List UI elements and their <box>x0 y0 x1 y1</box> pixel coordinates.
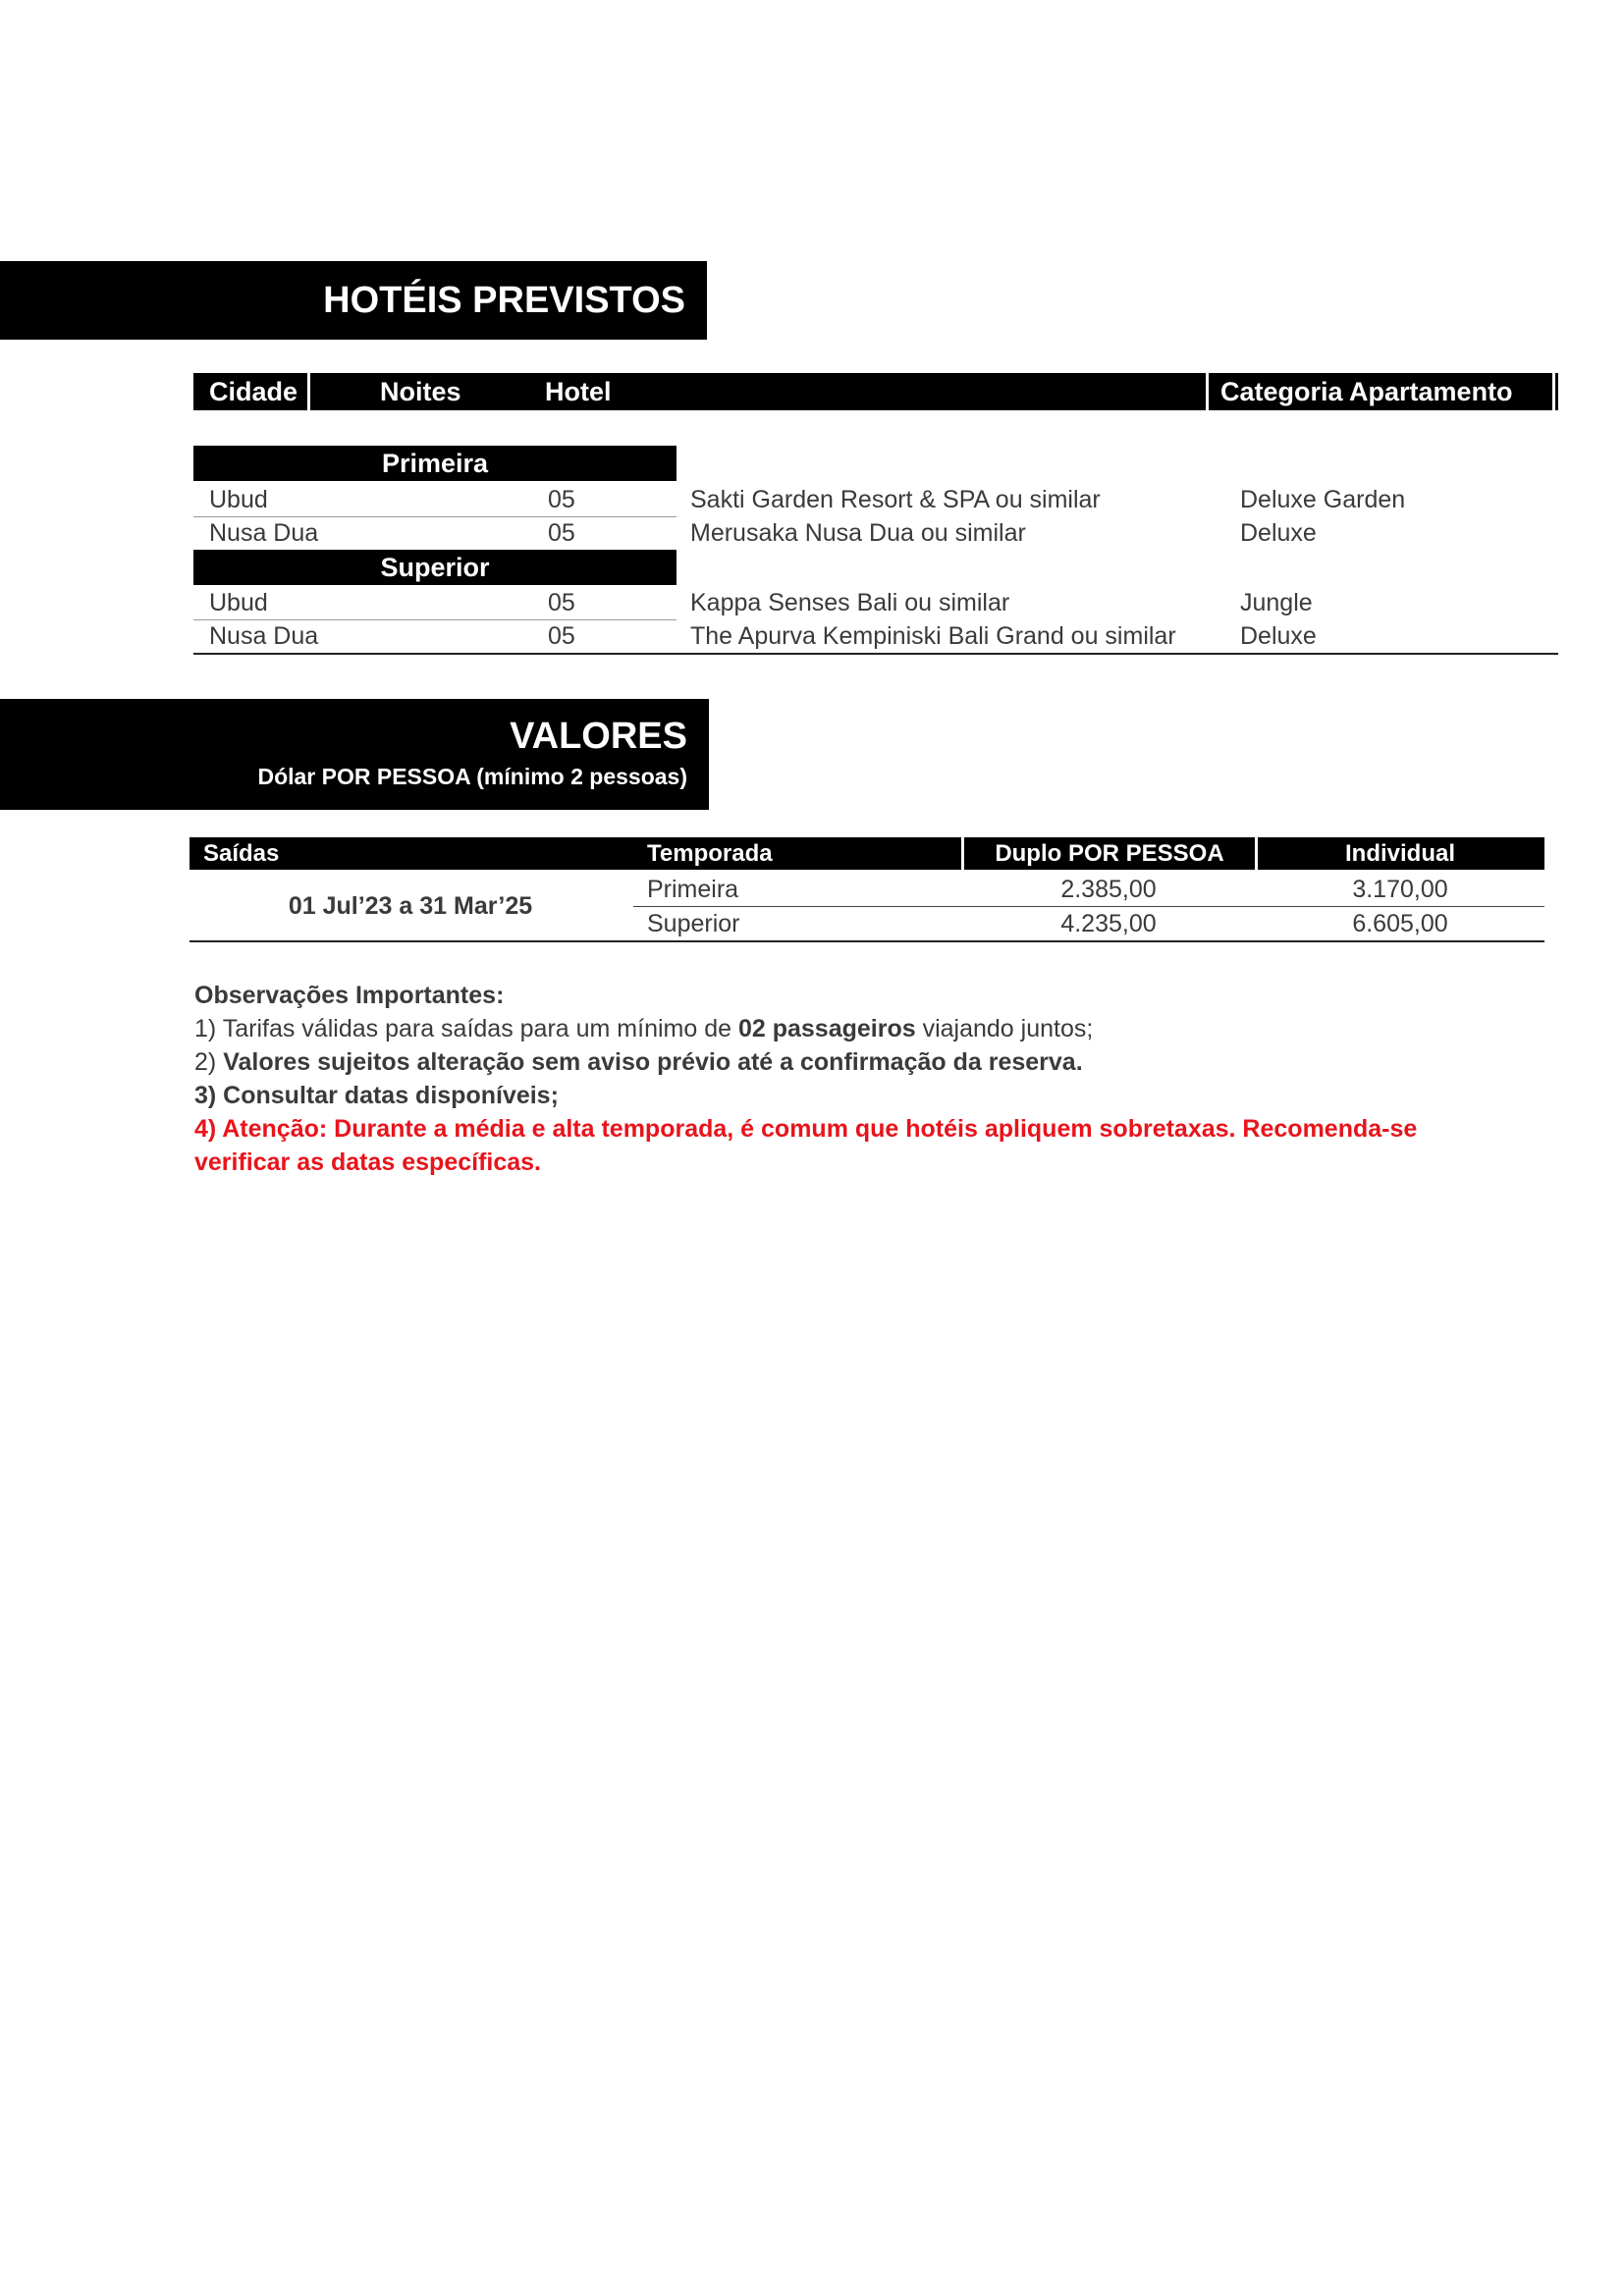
row-double-price: 2.385,00 <box>1060 876 1157 903</box>
group-label-superior: Superior <box>193 550 677 585</box>
table-row <box>193 516 1558 550</box>
row-nights: 05 <box>548 486 575 513</box>
header-hotel: Hotel <box>545 377 612 406</box>
row-season: Primeira <box>647 876 739 903</box>
row-category: Jungle <box>1240 589 1313 616</box>
header-departures: Saídas <box>203 840 280 867</box>
hotels-section-title: HOTÉIS PREVISTOS <box>323 280 685 321</box>
row-nights: 05 <box>548 622 575 650</box>
row-hotel: Merusaka Nusa Dua ou similar <box>690 519 1026 547</box>
table-row <box>193 586 1558 619</box>
table-row <box>189 873 1544 906</box>
row-city: Nusa Dua <box>209 519 319 547</box>
header-single: Individual <box>1344 840 1455 867</box>
departure-date-range: 01 Jul’23 a 31 Mar’25 <box>288 892 533 920</box>
note-3: 3) Consultar datas disponíveis; <box>194 1082 559 1109</box>
row-hotel: The Apurva Kempiniski Bali Grand ou similar <box>690 622 1176 650</box>
important-notes <box>194 979 1471 1179</box>
row-hotel: Sakti Garden Resort & SPA ou similar <box>690 486 1101 513</box>
table-row <box>189 907 1544 940</box>
header-double: Duplo POR PESSOA <box>995 840 1224 867</box>
row-nights: 05 <box>548 589 575 616</box>
hotels-section-banner <box>0 261 707 340</box>
values-section-banner <box>0 699 709 810</box>
header-category: Categoria Apartamento <box>1220 377 1513 406</box>
row-single-price: 6.605,00 <box>1352 910 1448 937</box>
note-1: 1) Tarifas válidas para saídas para um mínimo de 02 passageiros viajando juntos; <box>194 1015 1094 1042</box>
row-category: Deluxe Garden <box>1240 486 1406 513</box>
row-category: Deluxe <box>1240 622 1317 650</box>
group-label-primeira: Primeira <box>193 446 677 481</box>
hotels-table-header <box>193 373 1558 410</box>
row-city: Nusa Dua <box>209 622 319 650</box>
row-city: Ubud <box>209 486 268 513</box>
row-season: Superior <box>647 910 740 937</box>
row-single-price: 3.170,00 <box>1352 876 1448 903</box>
row-category: Deluxe <box>1240 519 1317 547</box>
note-4-line-1: 4) Atenção: Durante a média e alta temporada, é comum que hotéis apliquem sobretaxas. Recomenda-se <box>194 1115 1418 1143</box>
header-nights: Noites <box>380 377 461 406</box>
row-city: Ubud <box>209 589 268 616</box>
row-double-price: 4.235,00 <box>1060 910 1157 937</box>
row-hotel: Kappa Senses Bali ou similar <box>690 589 1010 616</box>
header-city: Cidade <box>209 377 298 406</box>
values-section-title: VALORES <box>510 716 687 757</box>
table-row <box>193 483 1558 516</box>
note-2: 2) Valores sujeitos alteração sem aviso prévio até a confirmação da reserva. <box>194 1048 1083 1076</box>
table-row <box>193 619 1558 653</box>
values-table-header <box>189 837 1544 870</box>
values-section-subtitle: Dólar POR PESSOA (mínimo 2 pessoas) <box>257 764 687 789</box>
note-4-line-2: verificar as datas específicas. <box>194 1148 542 1176</box>
row-nights: 05 <box>548 519 575 547</box>
notes-title: Observações Importantes: <box>194 982 505 1009</box>
header-season: Temporada <box>647 840 773 867</box>
